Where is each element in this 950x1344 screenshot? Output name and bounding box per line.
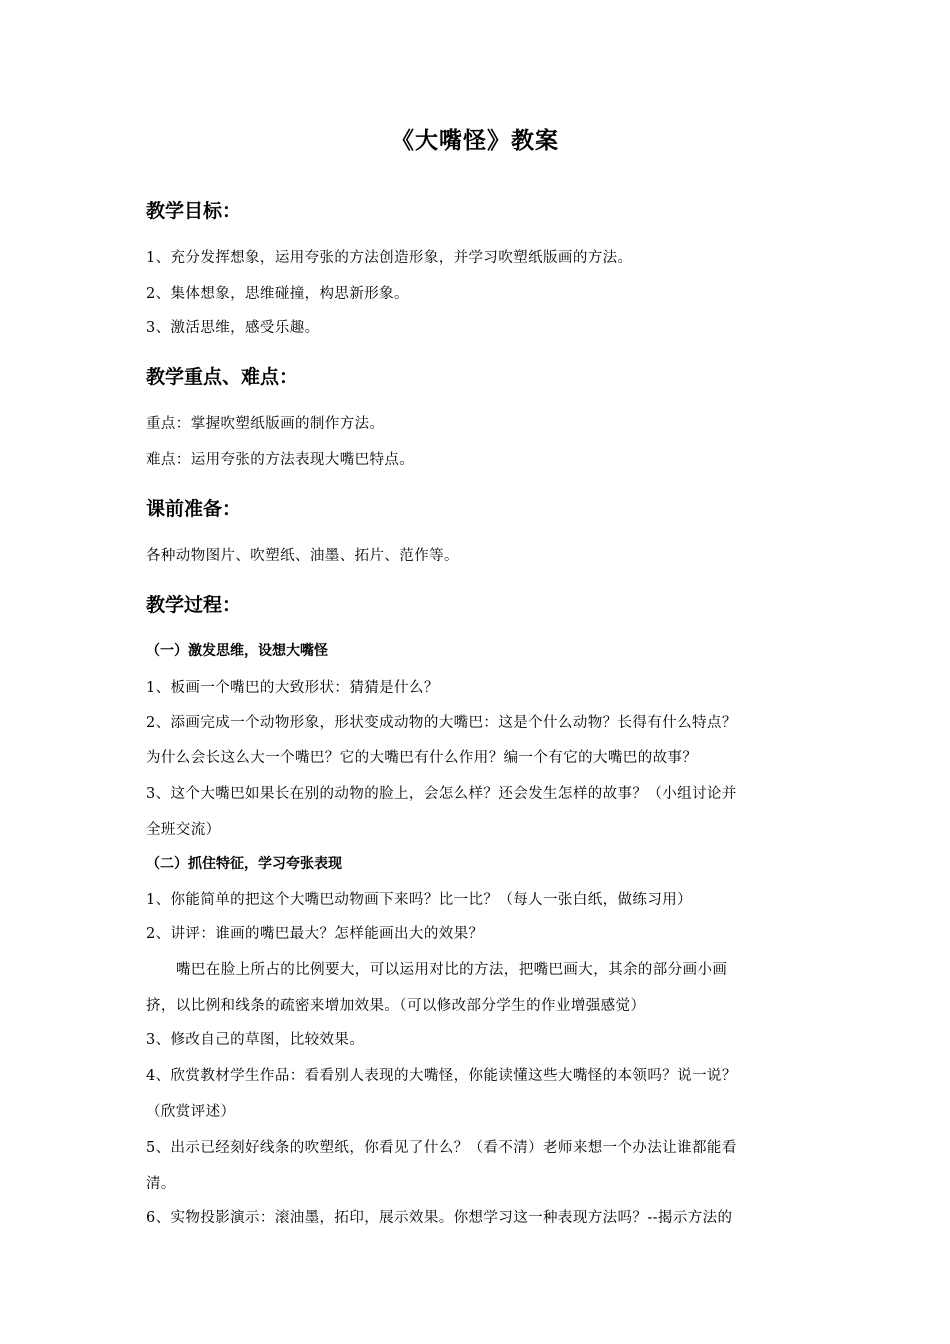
preparation-heading: 课前准备： bbox=[146, 498, 242, 520]
process-line: 2、添画完成一个动物形象，形状变成动物的大嘴巴：这是个什么动物？长得有什么特点？ bbox=[146, 715, 737, 731]
process-line: 3、这个大嘴巴如果长在别的动物的脸上，会怎么样？还会发生怎样的故事？（小组讨论并 bbox=[146, 786, 737, 802]
objectives-heading: 教学目标： bbox=[146, 200, 242, 222]
process-part1-subheading: （一）激发思维，设想大嘴怪 bbox=[146, 643, 328, 659]
process-line: 4、欣赏教材学生作品：看看别人表现的大嘴怪，你能读懂这些大嘴怪的本领吗？说一说？ bbox=[146, 1068, 737, 1084]
process-line: 挤，以比例和线条的疏密来增加效果。（可以修改部分学生的作业增强感觉） bbox=[146, 998, 646, 1014]
process-line: 5、出示已经刻好线条的吹塑纸，你看见了什么？（看不清）老师来想一个办法让谁都能看 bbox=[146, 1140, 737, 1156]
process-line: 全班交流） bbox=[146, 822, 221, 838]
process-line: 6、实物投影演示：滚油墨，拓印，展示效果。你想学习这一种表现方法吗？--揭示方法的 bbox=[146, 1210, 733, 1226]
process-line: 3、修改自己的草图，比较效果。 bbox=[146, 1032, 365, 1048]
process-line: 清。 bbox=[146, 1176, 176, 1192]
process-part2-subheading: （二）抓住特征，学习夸张表现 bbox=[146, 856, 342, 872]
process-line: 2、讲评：谁画的嘴巴最大？怎样能画出大的效果？ bbox=[146, 926, 484, 942]
preparation-item: 各种动物图片、吹塑纸、油墨、拓片、范作等。 bbox=[146, 548, 459, 564]
keypoint-item: 重点：掌握吹塑纸版画的制作方法。 bbox=[146, 416, 385, 432]
process-line: 1、你能简单的把这个大嘴巴动物画下来吗？比一比？（每人一张白纸，做练习用） bbox=[146, 892, 693, 908]
process-line: （欣赏评述） bbox=[146, 1104, 236, 1120]
objective-item: 1、充分发挥想象，运用夸张的方法创造形象，并学习吹塑纸版画的方法。 bbox=[146, 250, 633, 266]
process-line: 为什么会长这么大一个嘴巴？它的大嘴巴有什么作用？编一个有它的大嘴巴的故事？ bbox=[146, 750, 698, 766]
keypoint-item: 难点：运用夸张的方法表现大嘴巴特点。 bbox=[146, 452, 415, 468]
keypoints-heading: 教学重点、难点： bbox=[146, 366, 299, 388]
objective-item: 3、激活思维，感受乐趣。 bbox=[146, 320, 320, 336]
objective-item: 2、集体想象，思维碰撞，构思新形象。 bbox=[146, 286, 409, 302]
process-line: 嘴巴在脸上所占的比例要大，可以运用对比的方法，把嘴巴画大，其余的部分画小画 bbox=[176, 962, 728, 978]
process-line: 1、板画一个嘴巴的大致形状：猜猜是什么？ bbox=[146, 680, 439, 696]
document-title: 《大嘴怪》教案 bbox=[391, 128, 559, 154]
process-heading: 教学过程： bbox=[146, 594, 242, 616]
